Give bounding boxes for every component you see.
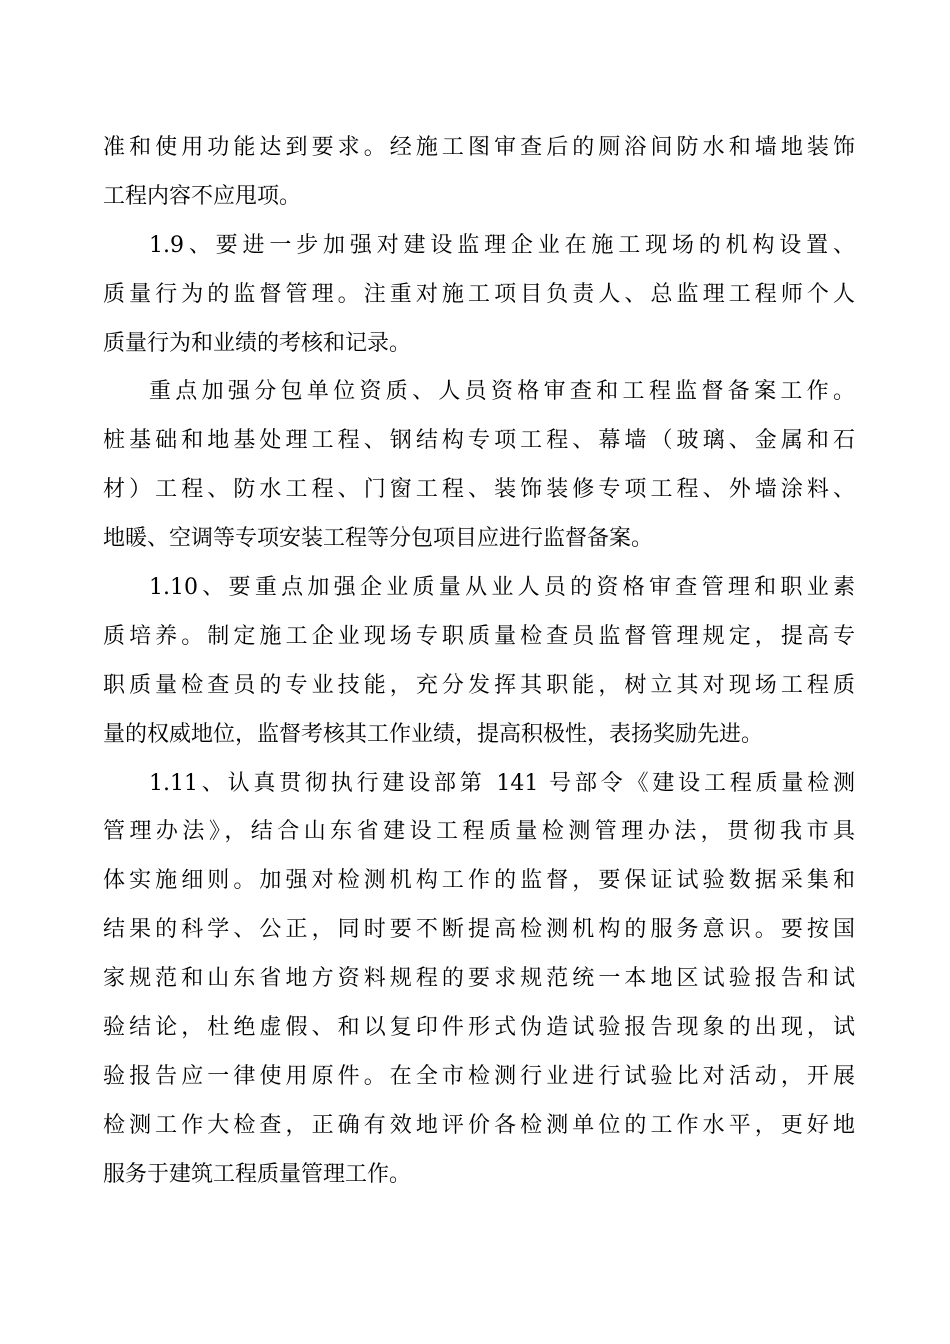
paragraph-subcontract [103,368,855,564]
paragraph-1-11 [103,760,855,1200]
text-line: 1.10、要重点加强企业质量从业人员的资格审查管理和职业素 [149,575,855,601]
text-line: 1.11、认真贯彻执行建设部第 141 号部令《建设工程质量检测 [149,770,855,796]
text-line: 工程内容不应甩项。 [103,183,302,209]
text-line: 服务于建筑工程质量管理工作。 [103,1161,412,1187]
text-line: 验结论，杜绝虚假、和以复印件形式伪造试验报告现象的出现，试 [103,1015,855,1041]
text-line: 1.9、要进一步加强对建设监理企业在施工现场的机构设置、 [149,232,855,258]
text-line: 管理办法》，结合山东省建设工程质量检测管理办法，贯彻我市具 [103,819,855,845]
paragraph-1-10 [103,564,855,760]
text-line: 准和使用功能达到要求。经施工图审查后的厕浴间防水和墙地装饰 [103,135,855,160]
text-line: 材）工程、防水工程、门窗工程、装饰装修专项工程、外墙涂料、 [103,477,855,503]
text-line: 地暖、空调等专项安装工程等分包项目应进行监督备案。 [103,526,654,552]
text-line: 家规范和山东省地方资料规程的要求规范统一本地区试验报告和试 [103,966,855,992]
text-line: 重点加强分包单位资质、人员资格审查和工程监督备案工作。 [149,379,855,405]
text-line: 验报告应一律使用原件。在全市检测行业进行试验比对活动，开展 [103,1063,855,1089]
text-line: 质量行为和业绩的考核和记录。 [103,330,412,356]
text-line: 质量行为的监督管理。注重对施工项目负责人、总监理工程师个人 [103,281,855,307]
text-line: 结果的科学、公正，同时要不断提高检测机构的服务意识。要按国 [103,917,855,943]
text-line: 检测工作大检查，正确有效地评价各检测单位的工作水平，更好地 [103,1112,855,1138]
text-line: 质培养。制定施工企业现场专职质量检查员监督管理规定，提高专 [103,623,855,649]
paragraph-1 [103,124,855,222]
text-line: 体实施细则。加强对检测机构工作的监督，要保证试验数据采集和 [103,868,855,894]
paragraph-1-9 [103,222,855,369]
text-line: 桩基础和地基处理工程、钢结构专项工程、幕墙（玻璃、金属和石 [103,428,855,454]
text-line: 量的权威地位，监督考核其工作业绩，提高积极性，表扬奖励先进。 [103,721,764,747]
text-line: 职质量检查员的专业技能，充分发挥其职能，树立其对现场工程质 [103,672,855,698]
body-text [103,124,855,1200]
